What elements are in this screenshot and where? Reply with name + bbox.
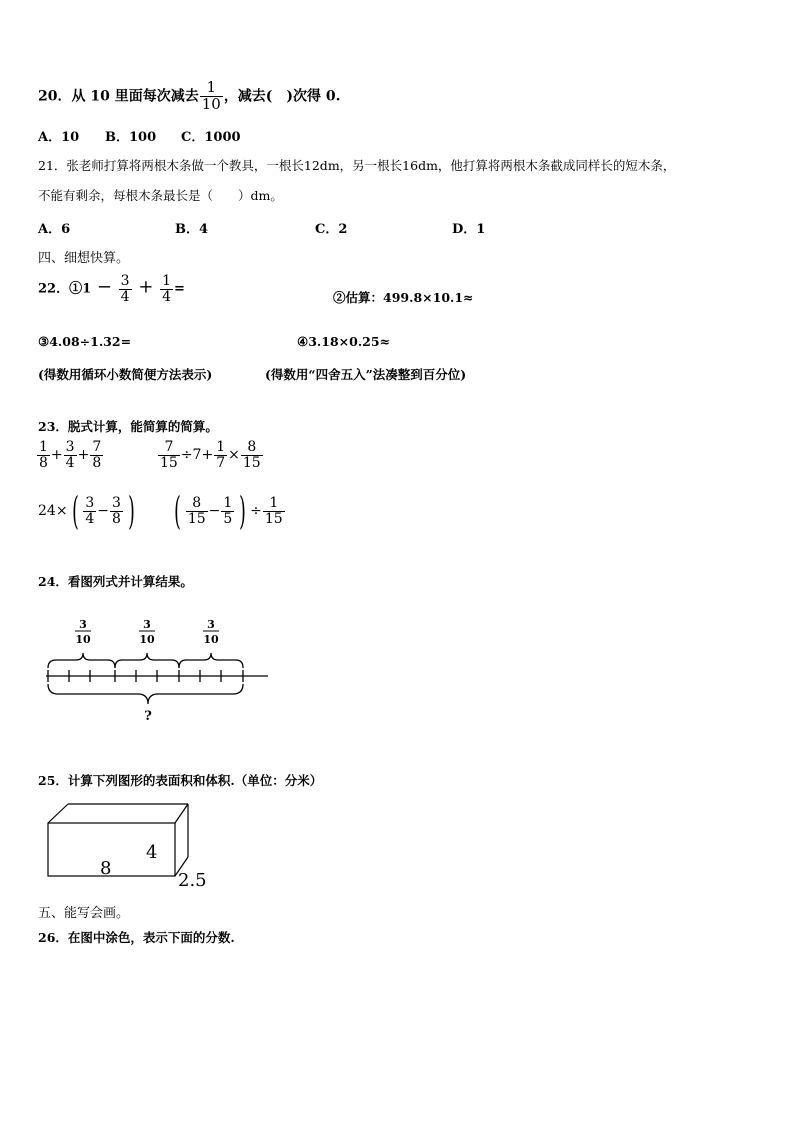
- fraction: [263, 496, 285, 526]
- fraction: [90, 440, 103, 470]
- number-line: [46, 670, 268, 682]
- q23-expr-1: $\frac{1}{8}$ + $\frac{3}{4}$ + $\frac{7}{8}$: [39, 439, 102, 471]
- q21-line1: 21．张老师打算将两根木条做一个教具，一根长12dm，另一根长16dm，他打算将两根木条截成同样长的短木条，: [38, 158, 676, 173]
- q25-cuboid-diagram: [38, 800, 218, 892]
- frac-num: 7: [92, 439, 102, 455]
- frac-num: 1: [216, 439, 226, 455]
- top-braces: [48, 653, 243, 668]
- operator: ÷7+: [180, 447, 214, 464]
- frac-den: 8: [92, 454, 102, 471]
- fraction: [214, 440, 227, 470]
- q22-item-1: 22．①1 − $\frac{3}{4}$ + $\frac{1}{4}$ =: [38, 273, 185, 305]
- q22-item1-prefix: ①1: [69, 281, 92, 297]
- frac-den: 8: [112, 510, 121, 527]
- operator: 24×: [38, 503, 68, 519]
- fraction: [83, 496, 96, 526]
- frac-den: 15: [187, 510, 206, 527]
- q24-number-line-diagram: [38, 608, 278, 728]
- q25-title: 25．计算下列图形的表面积和体积.（单位：分米）: [38, 773, 323, 788]
- fraction: [64, 440, 77, 470]
- q22-note-4: (得数用“四舍五入”法凑整到百分位): [265, 367, 467, 382]
- brace-label-num: 3: [79, 618, 87, 631]
- q22-item1-frac2: [160, 274, 173, 304]
- fraction: [221, 496, 234, 526]
- frac-num: 7: [158, 440, 180, 456]
- q21-line2: 不能有剩余，每根木条最长是（ ）dm。: [38, 188, 283, 203]
- brace-label-den: 10: [139, 633, 155, 646]
- frac-num: 1: [162, 273, 172, 289]
- frac-num: 3: [65, 439, 75, 455]
- fraction: [37, 440, 50, 470]
- brace-label-den: 10: [75, 633, 91, 646]
- frac-den: 4: [162, 288, 172, 305]
- q20-option-a[interactable]: A．10: [38, 130, 80, 145]
- q21-option-b[interactable]: B．4: [175, 222, 209, 237]
- frac-den: 4: [85, 510, 95, 527]
- cuboid-height-label: 4: [146, 842, 158, 863]
- fraction: [110, 496, 123, 526]
- frac-num: 8: [241, 440, 263, 456]
- frac-den: 15: [160, 454, 178, 471]
- brace-label-num: 3: [207, 618, 215, 631]
- q20-prefix: 20．从 10 里面每次减去: [38, 88, 199, 105]
- frac-num: 1: [39, 439, 48, 455]
- q20-frac-den: 10: [201, 94, 221, 113]
- frac-num: 1: [223, 494, 233, 511]
- frac-den: 7: [216, 454, 226, 471]
- cuboid-outline: [48, 804, 188, 876]
- q22-note-3: (得数用循环小数简便方法表示): [38, 367, 213, 382]
- q21-option-c[interactable]: C．2: [315, 222, 348, 237]
- frac-den: 8: [39, 454, 48, 471]
- frac-num: 3: [112, 494, 121, 511]
- q22-label: 22．: [38, 281, 70, 297]
- brace-label-num: 3: [143, 618, 151, 631]
- bottom-brace: [48, 684, 243, 704]
- q20-stem: [38, 80, 341, 113]
- frac-den: 4: [65, 454, 75, 471]
- q20-option-b[interactable]: B．100: [105, 130, 157, 145]
- q20-frac-num: 1: [200, 80, 223, 97]
- q20-suffix: ，减去( )次得 0.: [223, 88, 341, 105]
- q23-expr-4: ( $\frac{8}{15}$ − $\frac{1}{5}$ ) ÷ $\frac{1}{15}$: [174, 489, 283, 533]
- frac-den: 4: [120, 288, 130, 305]
- q23-expr-3: 24× ( $\frac{3}{4}$ − $\frac{3}{8}$ ): [38, 489, 135, 533]
- q24-title: 24．看图列式并计算结果。: [38, 574, 193, 589]
- frac-den: 15: [242, 454, 261, 471]
- q23-title: 23．脱式计算，能简算的简算。: [38, 419, 218, 434]
- frac-num: 8: [186, 496, 208, 512]
- brace-label-den: 10: [203, 633, 219, 646]
- frac-den: 5: [223, 510, 233, 527]
- q20-fraction: [200, 80, 223, 113]
- q21-option-d[interactable]: D．1: [452, 222, 486, 237]
- frac-num: 3: [120, 273, 130, 289]
- cuboid-width-label: 2.5: [178, 870, 207, 891]
- q21-option-a[interactable]: A．6: [38, 222, 71, 237]
- fraction: [241, 440, 263, 470]
- cuboid-length-label: 8: [100, 858, 112, 879]
- q26-title: 26．在图中涂色，表示下面的分数.: [38, 930, 235, 945]
- q23-expr-2: $\frac{7}{15}$ ÷7+ $\frac{1}{7}$ × $\frac{8}{15}$: [160, 439, 261, 471]
- q22-item1-eq: =: [174, 281, 185, 297]
- section-5-heading: 五、能写会画。: [38, 906, 130, 921]
- section-4-heading: 四、细想快算。: [38, 251, 130, 266]
- frac-den: 15: [264, 510, 283, 527]
- q22-item1-frac1: [119, 274, 132, 304]
- q20-option-c[interactable]: C．1000: [181, 130, 241, 145]
- fraction: [186, 496, 208, 526]
- q22-item-2: ②估算：499.8×10.1≈: [333, 290, 474, 305]
- question-mark: ?: [144, 709, 152, 724]
- q22-item-4: ④3.18×0.25≈: [297, 334, 391, 349]
- frac-num: 1: [263, 496, 285, 512]
- frac-num: 3: [85, 494, 95, 511]
- q22-item-3: ③4.08÷1.32=: [38, 334, 132, 349]
- fraction: [158, 440, 180, 470]
